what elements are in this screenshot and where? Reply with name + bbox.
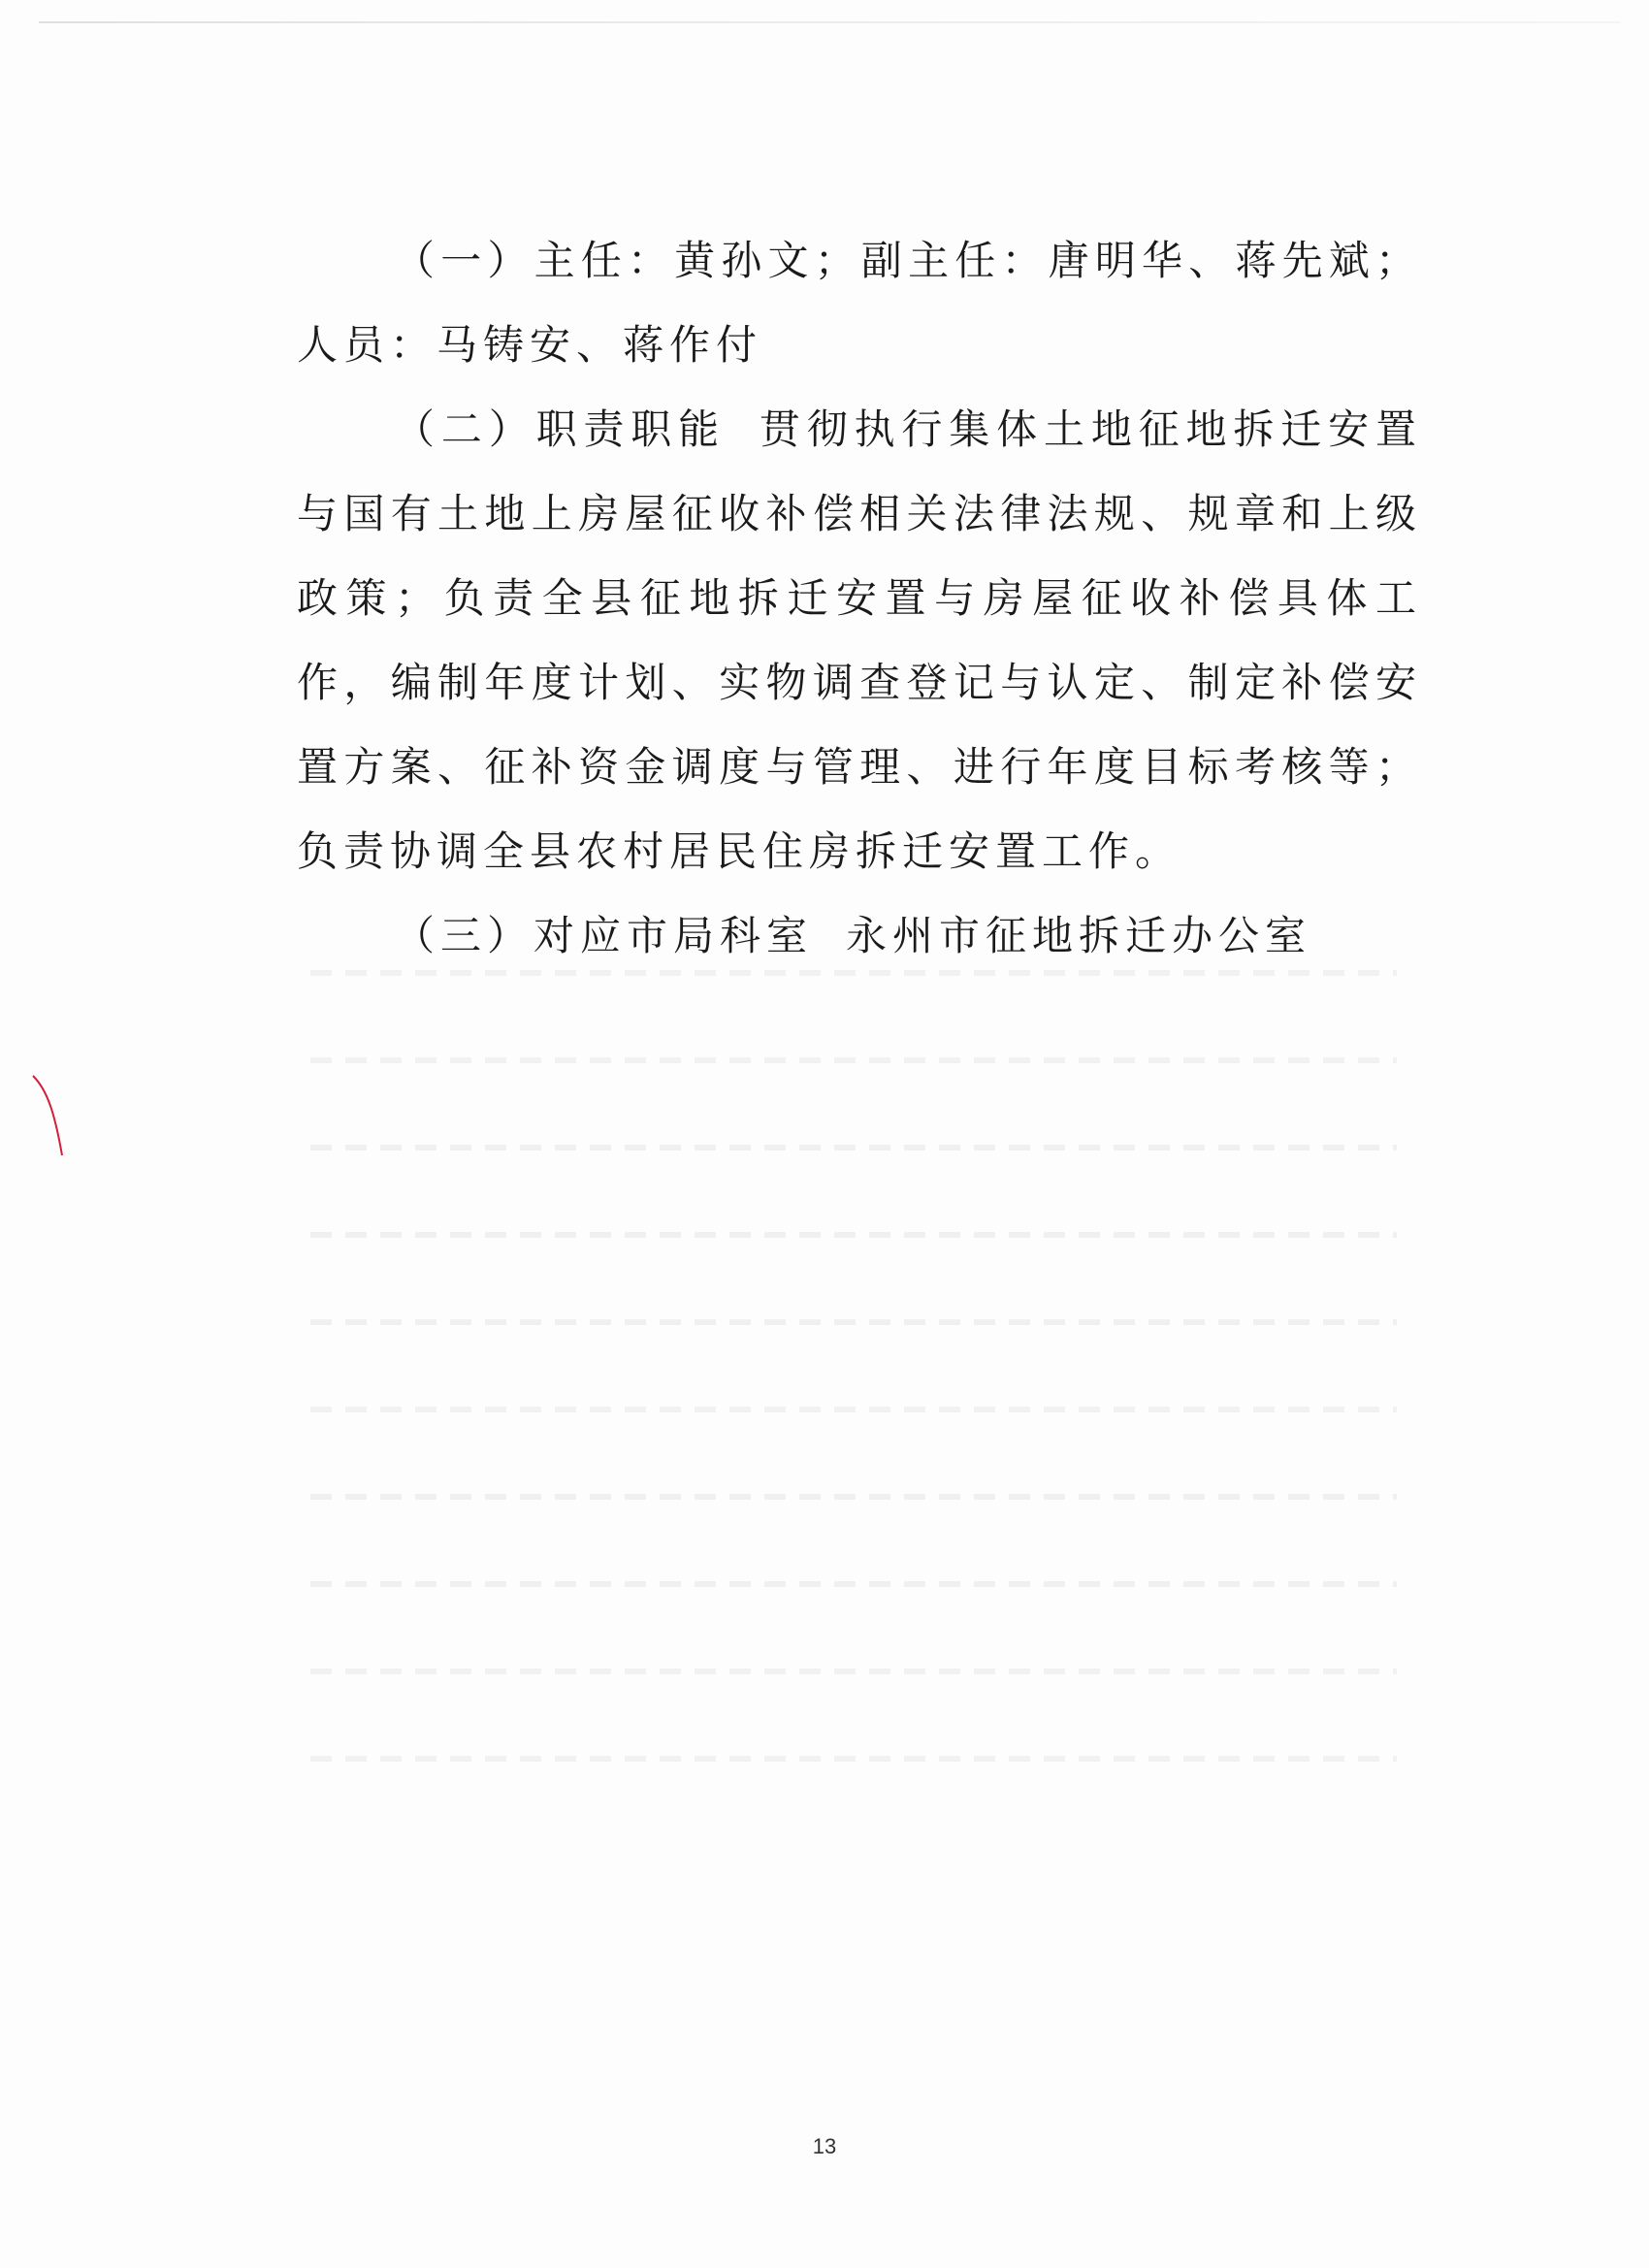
bleed-through-text <box>310 970 1397 1843</box>
red-pen-mark <box>29 1072 68 1159</box>
counterpart-text: 永州市征地拆迁办公室 <box>846 912 1312 959</box>
scan-top-edge <box>39 21 1620 23</box>
duties-heading: （二）职责职能 <box>394 405 726 453</box>
paragraph-counterpart <box>297 893 1422 978</box>
page-number: 13 <box>812 2134 837 2158</box>
counterpart-heading: （三）对应市局科室 <box>394 912 814 959</box>
paragraph-duties <box>297 387 1422 893</box>
duties-text: 贯彻执行集体土地征地拆迁安置与国有土地上房屋征收补偿相关法律法规、规章和上级政策；负责全县征地拆迁安置与房屋征收补偿具体工作，编制年度计划、实物调查登记与认定、制定补偿安置方案、征补资金调度与管理、进行年度目标考核等；负责协调全县农村居民住房拆迁安置工作。 <box>297 405 1422 875</box>
document-body <box>297 218 1422 978</box>
paragraph-leaders: （一）主任：黄孙文；副主任：唐明华、蒋先斌；人员：马铸安、蒋作付 <box>297 237 1422 369</box>
